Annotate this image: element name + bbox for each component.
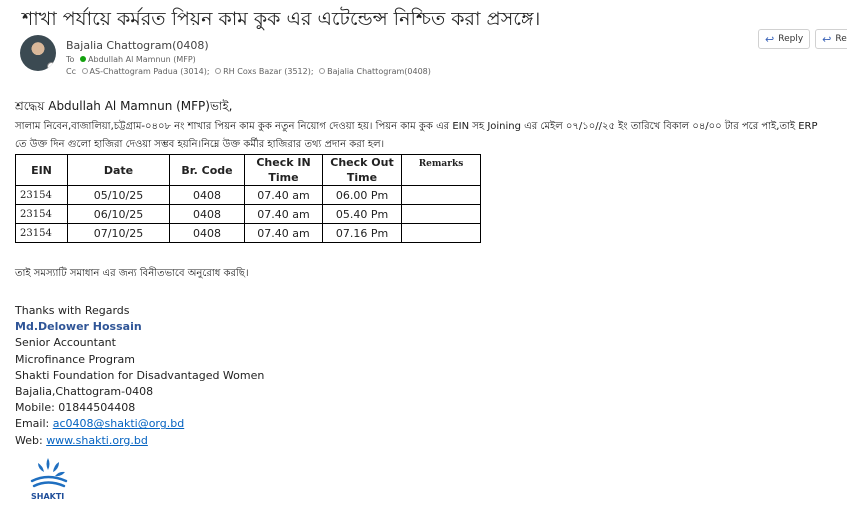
table-cell-remarks <box>402 186 481 205</box>
signature-email-line <box>15 416 264 432</box>
cc-recipient[interactable]: AS-Chattogram Padua (3014); <box>89 67 210 76</box>
table-cell-branch-code: 0408 <box>170 205 245 224</box>
table-cell-ein: 23154 <box>16 224 68 243</box>
reply-all-label: Re <box>835 34 847 44</box>
greeting-line <box>15 98 232 118</box>
to-label: To <box>66 55 75 64</box>
table-cell-date: 06/10/25 <box>68 205 170 224</box>
presence-available-icon <box>80 56 86 62</box>
body-paragraph-2: তে উক্ত দিন গুলো হাজিরা দেওয়া সম্ভব হয়নি।নিম্নে উক্ত কর্মীর হাজিরার তথ্য প্রদান করা হল। <box>15 139 385 150</box>
table-row <box>16 205 481 224</box>
table-header-date: Date <box>68 155 170 186</box>
signature-email-link[interactable]: ac0408@shakti@org.bd <box>52 417 185 431</box>
table-cell-check-out: 05.40 Pm <box>323 205 402 224</box>
signature-web-label: Web: <box>15 433 47 447</box>
body-paragraph-1: সালাম নিবেন,বাজালিয়া,চট্টগ্রাম-০৪০৮ নং শাখার পিয়ন কাম কুক নতুন নিয়োগ দেওয়া হয়। পিয়ন কাম কুক এর EIN সহ Joining এর মেইল ০৭/১০//২৫ ইং তারিখে বিকাল ০৪/০০ টার পরে পাই,তাই ERP <box>15 121 818 132</box>
presence-offline-icon <box>82 68 88 74</box>
attendance-table <box>15 154 481 243</box>
table-header-check-out: Check Out Time <box>323 155 402 186</box>
table-cell-ein: 23154 <box>16 205 68 224</box>
table-cell-branch-code: 0408 <box>170 224 245 243</box>
to-recipient[interactable]: Abdullah Al Mamnun (MFP) <box>87 55 196 64</box>
signature-email-label: Email: <box>15 417 53 431</box>
presence-offline-icon <box>215 68 221 74</box>
signature-organization: Shakti Foundation for Disadvantaged Women <box>15 368 265 382</box>
sender-name[interactable]: Bajalia Chattogram(0408) <box>66 39 209 52</box>
signature-program: Microfinance Program <box>15 352 135 366</box>
table-cell-check-in: 07.40 am <box>245 186 323 205</box>
table-header-ein: EIN <box>16 155 68 186</box>
cc-line <box>66 67 431 76</box>
email-signature <box>15 303 264 449</box>
logo-wordmark: SHAKTI <box>31 492 65 501</box>
table-cell-check-in: 07.40 am <box>245 205 323 224</box>
table-cell-check-out: 07.16 Pm <box>323 224 402 243</box>
cc-recipient[interactable]: RH Coxs Bazar (3512); <box>223 67 314 76</box>
table-row <box>16 224 481 243</box>
reply-all-arrow-icon: ↩ <box>822 32 832 46</box>
signature-mobile: Mobile: 01844504408 <box>15 401 136 415</box>
greeting-name: Abdullah Al Mamnun (MFP) <box>48 99 210 113</box>
reply-arrow-icon: ↩ <box>765 32 775 46</box>
signature-address: Bajalia,Chattogram-0408 <box>15 385 154 399</box>
table-cell-remarks <box>402 205 481 224</box>
reply-label: Reply <box>778 34 804 44</box>
presence-offline-icon <box>319 68 325 74</box>
signature-thanks: Thanks with Regards <box>15 304 130 317</box>
table-cell-ein: 23154 <box>16 186 68 205</box>
greeting-prefix: শ্রদ্ধেয় <box>15 99 49 113</box>
email-subject: শাখা পর্যায়ে কর্মরত পিয়ন কাম কুক এর এটেন্ডেন্স নিশ্চিত করা প্রসঙ্গে। <box>22 8 541 30</box>
table-header-remarks: Remarks <box>402 155 481 186</box>
table-row <box>16 186 481 205</box>
reply-button[interactable] <box>758 29 810 49</box>
table-header-check-in: Check IN Time <box>245 155 323 186</box>
to-line <box>66 55 196 64</box>
table-cell-check-out: 06.00 Pm <box>323 186 402 205</box>
body-paragraph-3: তাই সমস্যাটি সমাধান এর জন্য বিনীতভাবে অনুরোধ করছি। <box>15 268 249 279</box>
greeting-suffix: ভাই, <box>209 99 233 113</box>
table-cell-branch-code: 0408 <box>170 186 245 205</box>
sender-avatar[interactable] <box>20 35 56 71</box>
cc-label: Cc <box>66 67 76 76</box>
reply-all-button[interactable] <box>815 29 847 49</box>
signature-title: Senior Accountant <box>15 336 116 350</box>
signature-web-link[interactable]: www.shakti.org.bd <box>46 433 148 447</box>
table-header-row <box>16 155 481 186</box>
table-cell-date: 05/10/25 <box>68 186 170 205</box>
signature-web-line <box>15 433 264 449</box>
presence-status-icon <box>47 62 56 71</box>
message-actions <box>758 29 847 49</box>
table-cell-date: 07/10/25 <box>68 224 170 243</box>
signature-name: Md.Delower Hossain <box>15 320 142 334</box>
table-cell-remarks <box>402 224 481 243</box>
table-cell-check-in: 07.40 am <box>245 224 323 243</box>
cc-recipient[interactable]: Bajalia Chattogram(0408) <box>327 67 431 76</box>
table-header-branch-code: Br. Code <box>170 155 245 186</box>
